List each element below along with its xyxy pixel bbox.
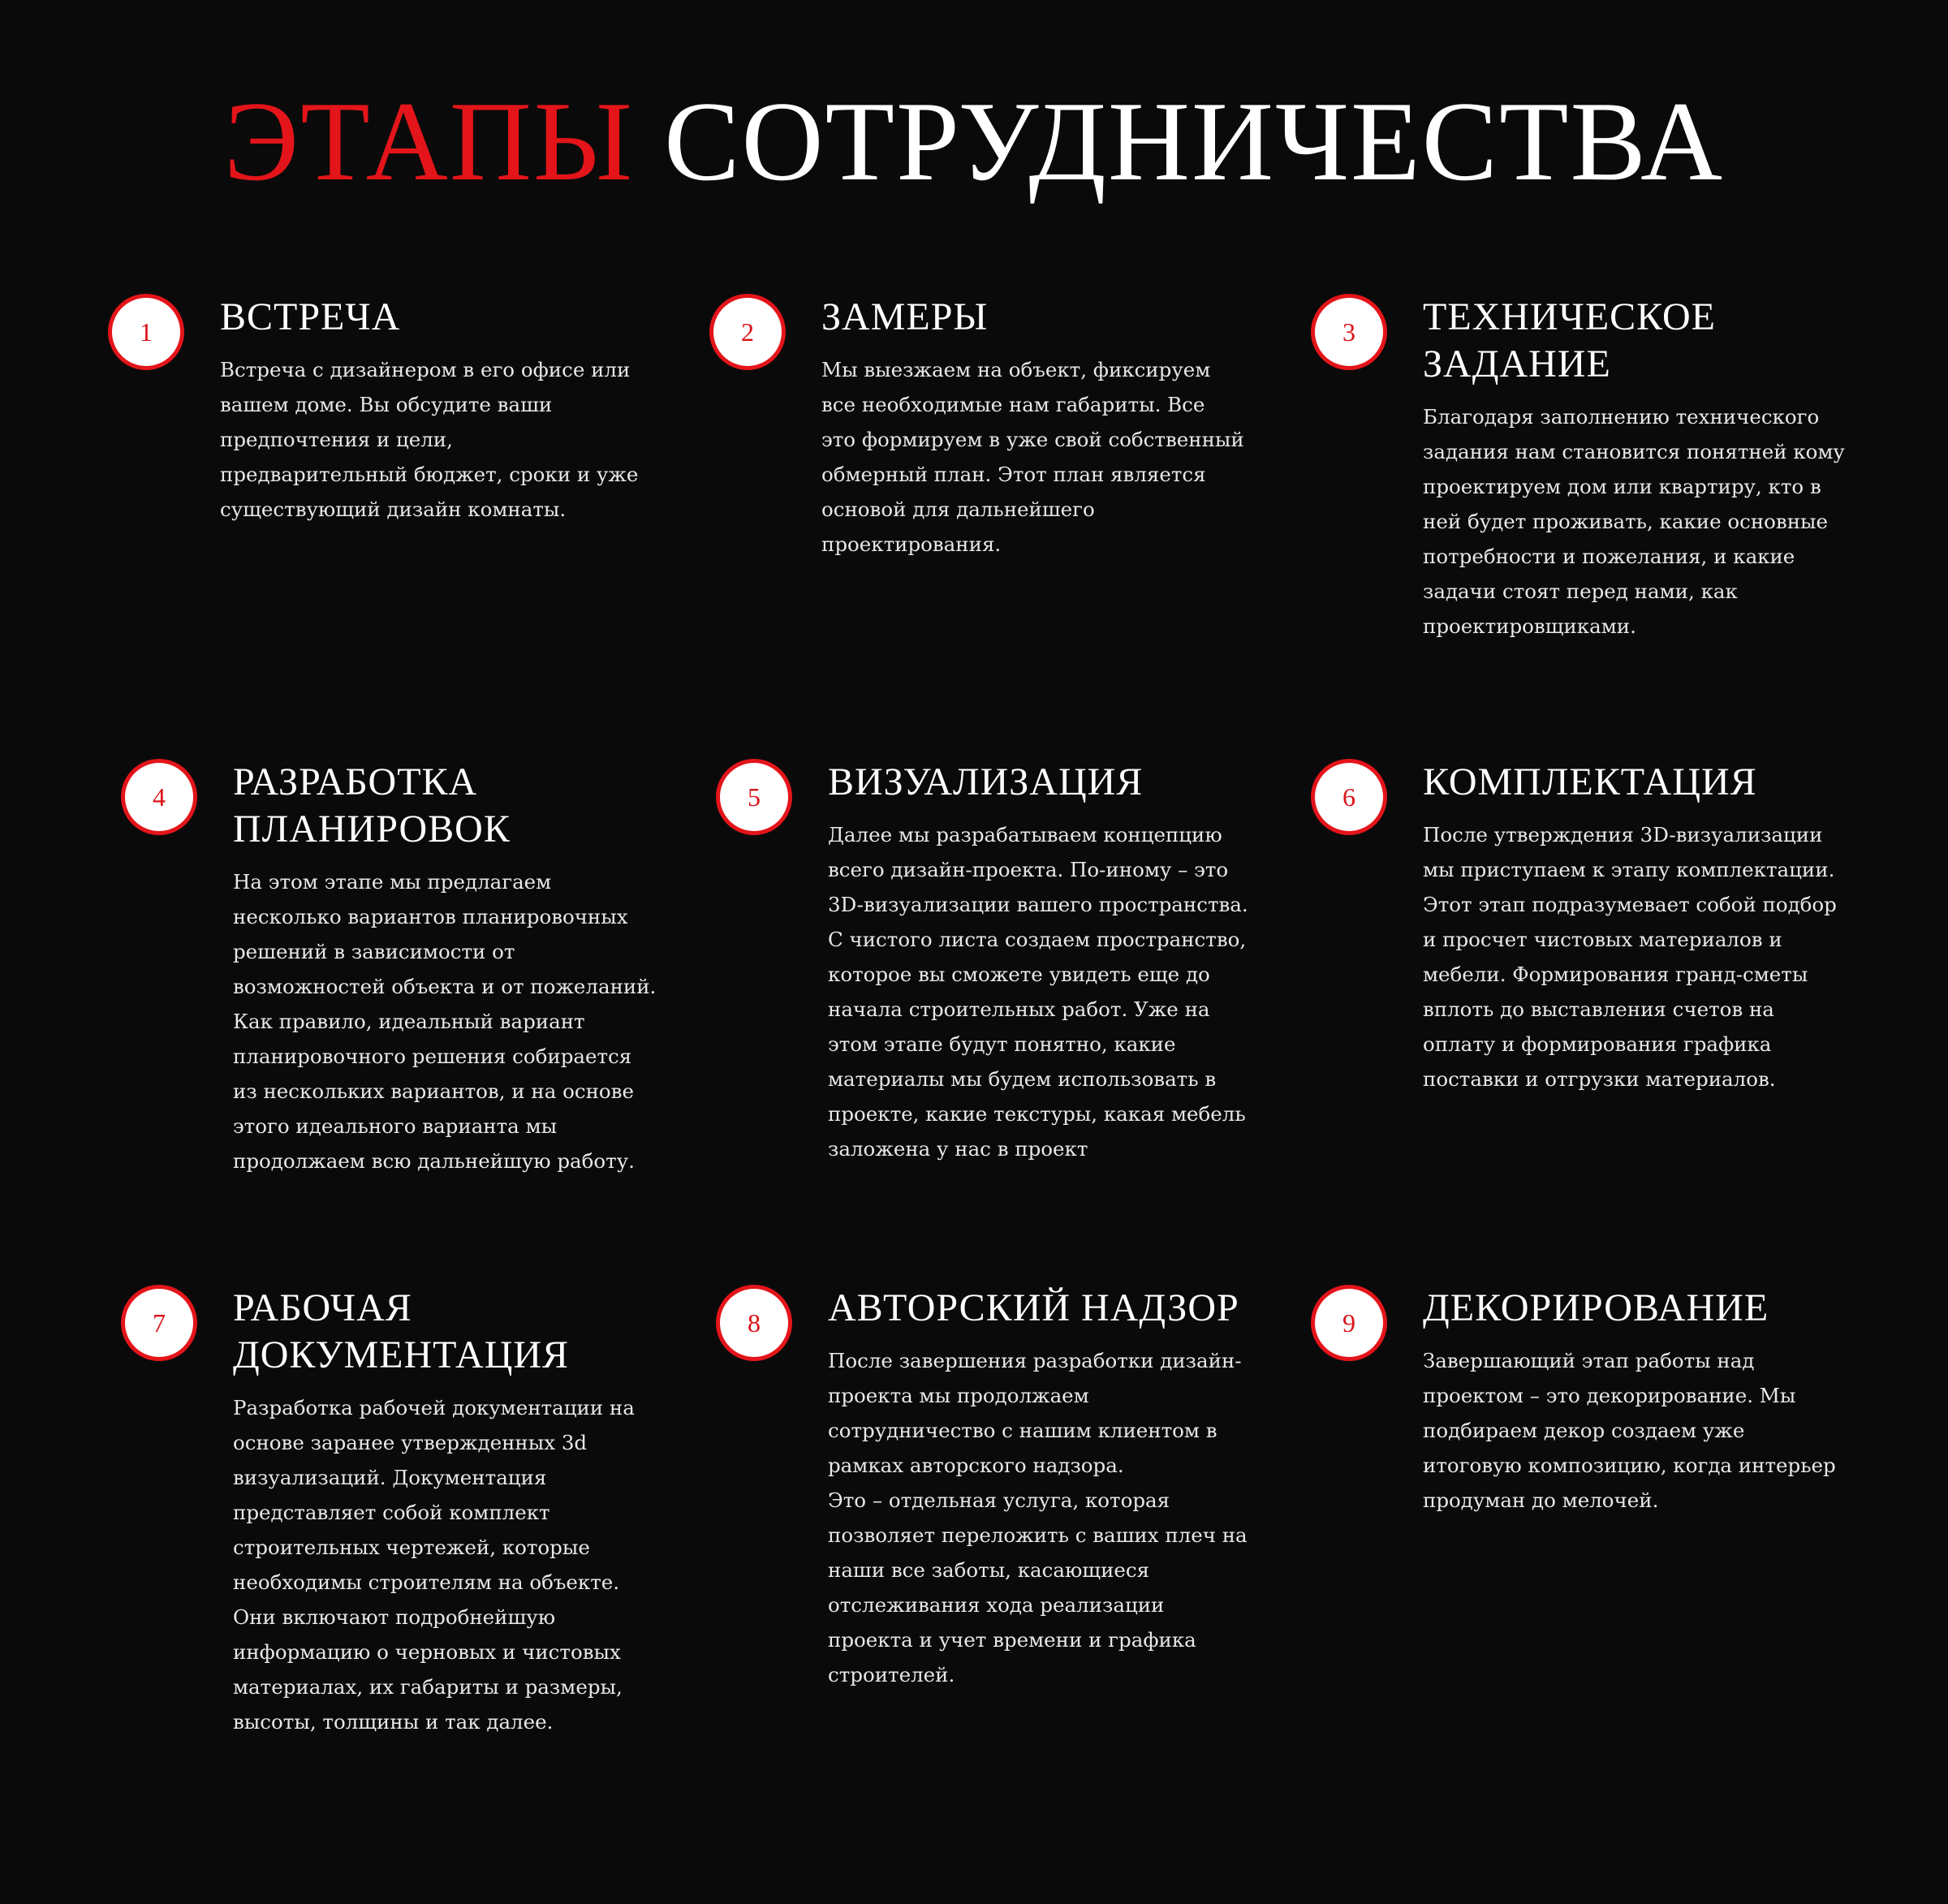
- step-content: [821, 294, 1245, 562]
- step-number-badge: 2: [709, 294, 786, 370]
- step-content: [233, 759, 657, 1178]
- step-description: Далее мы разрабатываем концепцию всего дизайн-проекта. По-иному – это 3D-визуализации вашего пространства. С чистого листа создаем пространство, которое вы сможете увидеть еще до начала строительных работ. Уже на этом этапе будут понятно, какие материалы мы будем использовать в проекте, какие текстуры, какая мебель заложена у нас в проект: [828, 823, 1248, 1161]
- step-number-badge: 1: [108, 294, 184, 370]
- step-content: [828, 759, 1252, 1166]
- step-description: Встреча с дизайнером в его офисе или вашем доме. Вы обсудите ваши предпочтения и цели, предварительный бюджет, сроки и уже существующий дизайн комнаты.: [220, 358, 639, 521]
- step-number-badge: 9: [1311, 1285, 1387, 1361]
- step-description: После утверждения 3D-визуализации мы приступаем к этапу комплектации. Этот этап подразумевает собой подбор и просчет чистовых материалов и мебели. Формирования гранд-сметы вплоть до выставления счетов на оплату и формирования графика поставки и отгрузки материалов.: [1423, 823, 1837, 1091]
- step-content: [828, 1285, 1252, 1692]
- step-number-badge: 4: [121, 759, 197, 835]
- step-number-badge: 7: [121, 1285, 197, 1361]
- step-title: ВСТРЕЧА: [220, 295, 401, 338]
- step-title: ВИЗУАЛИЗАЦИЯ: [828, 760, 1144, 803]
- step-title: РАЗРАБОТКА ПЛАНИРОВОК: [233, 760, 511, 851]
- step-content: [233, 1285, 657, 1739]
- step-title: РАБОЧАЯ ДОКУМЕНТАЦИЯ: [233, 1286, 570, 1376]
- step-content: [1423, 759, 1847, 1096]
- step-title: КОМПЛЕКТАЦИЯ: [1423, 760, 1757, 803]
- step-description: На этом этапе мы предлагаем несколько вариантов планировочных решений в зависимости от возможностей объекта и от пожеланий. Как правило, идеальный вариант планировочного решения собирается из нескольких вариантов, и на основе этого идеального варианта мы продолжаем всю дальнейшую работу.: [233, 870, 657, 1173]
- step-content: [1423, 294, 1847, 644]
- step-title: АВТОРСКИЙ НАДЗОР: [828, 1286, 1239, 1329]
- step-description: Мы выезжаем на объект, фиксируем все необходимые нам габариты. Все это формируем в уже свой собственный обмерный план. Этот план является основой для дальнейшего проектирования.: [821, 358, 1244, 556]
- step-title: ДЕКОРИРОВАНИЕ: [1423, 1286, 1769, 1329]
- step-description: После завершения разработки дизайн-проекта мы продолжаем сотрудничество с нашим клиентом в рамках авторского надзора. Это – отдельная услуга, которая позволяет переложить с ваших плеч на наши все заботы, касающиеся отслеживания хода реализации проекта и учет времени и графика строителей.: [828, 1349, 1248, 1686]
- page-title: [0, 81, 1948, 203]
- step-number-badge: 5: [716, 759, 792, 835]
- page-title-accent: ЭТАПЫ: [223, 79, 635, 205]
- step-number-badge: 6: [1311, 759, 1387, 835]
- step-content: [1423, 1285, 1847, 1518]
- step-content: [220, 294, 644, 527]
- step-title: ТЕХНИЧЕСКОЕ ЗАДАНИЕ: [1423, 295, 1716, 386]
- step-number-badge: 8: [716, 1285, 792, 1361]
- step-title: ЗАМЕРЫ: [821, 295, 989, 338]
- step-description: Разработка рабочей документации на основе заранее утвержденных 3d визуализаций. Документация представляет собой комплект строительных чертежей, которые необходимы строителям на объекте. Они включают подробнейшую информацию о черновых и чистовых материалах, их габариты и размеры, высоты, толщины и так далее.: [233, 1396, 635, 1734]
- step-number-badge: 3: [1311, 294, 1387, 370]
- step-description: Завершающий этап работы над проектом – это декорирование. Мы подбираем декор создаем уже итоговую композицию, когда интерьер продуман до мелочей.: [1423, 1349, 1836, 1512]
- step-description: Благодаря заполнению технического задания нам становится понятней кому проектируем дом или квартиру, кто в ней будет проживать, какие основные потребности и пожелания, и какие задачи стоят перед нами, как проектировщиками.: [1423, 405, 1845, 638]
- page-title-main: СОТРУДНИЧЕСТВА: [664, 79, 1725, 205]
